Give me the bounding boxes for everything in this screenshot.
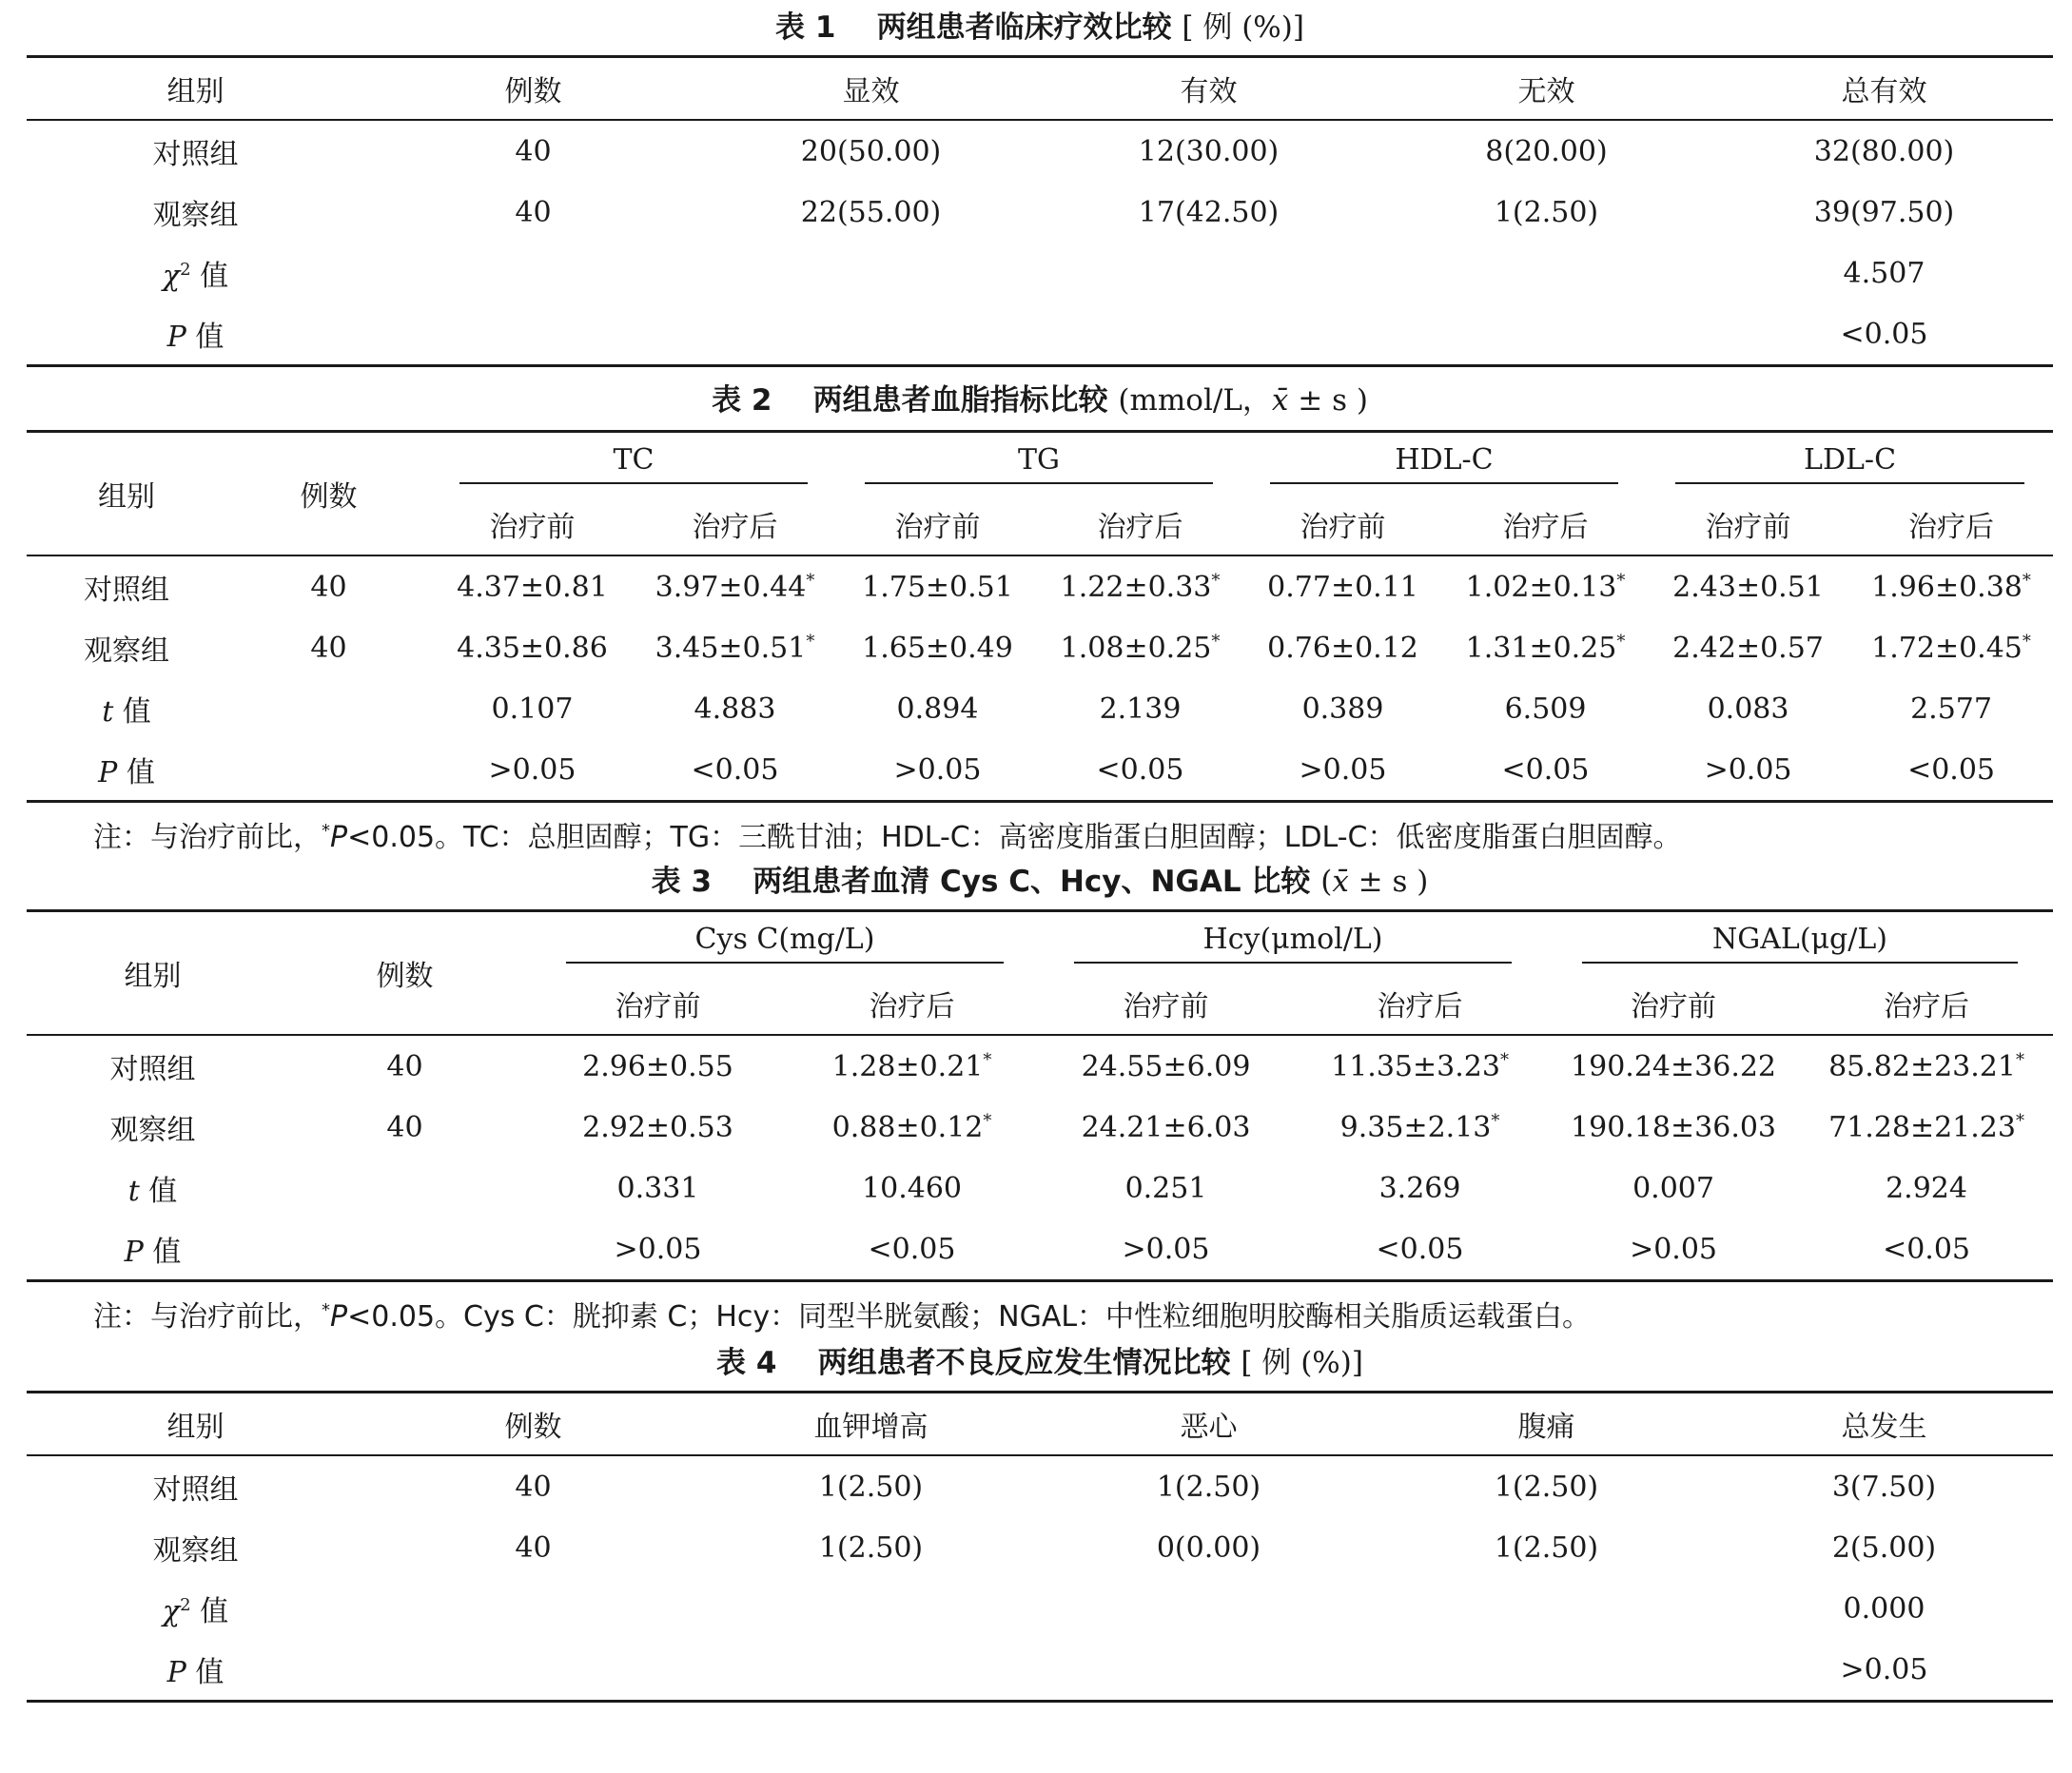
table3-stat-value: 0.331 <box>616 1171 699 1205</box>
significance-star: * <box>1499 1049 1509 1070</box>
table2-cell <box>1444 617 1647 678</box>
cell-value: 2.92±0.53 <box>582 1110 733 1144</box>
table2-stat-value: 0.389 <box>1301 692 1384 726</box>
cell-value: 190.18±36.03 <box>1571 1110 1777 1144</box>
cell-value: 4.37±0.81 <box>457 570 608 604</box>
cell-value: 1.08±0.25 <box>1060 631 1212 665</box>
table1-title-text: 两组患者临床疗效比较 <box>876 10 1172 45</box>
table3-stat-value: >0.05 <box>1122 1232 1210 1266</box>
table4-cell: 1(2.50) <box>818 1470 924 1504</box>
table3 <box>27 909 2053 1282</box>
table1-header-0: 组别 <box>166 75 225 108</box>
table2-stat-label <box>27 739 226 802</box>
cell-value: 11.35±3.23 <box>1331 1049 1500 1083</box>
table2-row-n: 40 <box>310 631 347 665</box>
table2-cell <box>836 617 1039 678</box>
table2-stat-value: 0.894 <box>896 692 979 726</box>
table3-group-header <box>1039 911 1547 974</box>
table1-header-4: 无效 <box>1517 75 1575 108</box>
table4 <box>27 1391 2053 1703</box>
table2-row-n: 40 <box>310 570 347 604</box>
stat-row <box>27 303 2053 366</box>
table1-cell: 观察组 <box>152 199 239 232</box>
table2-group-label: HDL-C <box>1270 443 1618 484</box>
table-row <box>27 182 2053 243</box>
table1-cell: 22(55.00) <box>800 195 942 229</box>
table2 <box>27 430 2053 803</box>
table4-cell: 40 <box>515 1470 552 1504</box>
table2-sub-header: 治疗后 <box>1097 511 1183 544</box>
table3-group-header <box>531 911 1039 974</box>
table2-title-unit: (mmol/L，x̄ ± s ) <box>1118 383 1368 418</box>
table1-stat-label <box>27 243 364 303</box>
table3-stat-value: 3.269 <box>1378 1171 1461 1205</box>
table1-header-2: 显效 <box>842 75 900 108</box>
table4-cell: 1(2.50) <box>1494 1530 1599 1565</box>
significance-star: * <box>1211 570 1221 591</box>
table2-row-name: 对照组 <box>84 574 169 607</box>
table3-sub-header: 治疗前 <box>1631 990 1717 1023</box>
stat-symbol: P <box>124 1236 144 1269</box>
table3-cell <box>1039 1097 1293 1158</box>
table1-cell: 8(20.00) <box>1485 134 1608 168</box>
cell-value: 2.43±0.51 <box>1672 570 1824 604</box>
table2-stat-value: <0.05 <box>691 752 779 787</box>
table3-cell <box>1800 1097 2053 1158</box>
empty-cell <box>279 1218 531 1281</box>
table3-group-label: Cys C(mg/L) <box>566 923 1003 964</box>
significance-star: * <box>806 631 815 652</box>
table2-stat-label <box>27 678 226 739</box>
stat-row <box>27 678 2053 739</box>
table3-stat-label <box>27 1158 279 1218</box>
stat-symbol: χ <box>162 260 181 293</box>
table2-stat-value: >0.05 <box>488 752 577 787</box>
table2-group-header <box>1241 432 1647 495</box>
empty-cell <box>364 1639 702 1702</box>
table2-stat-value: >0.05 <box>1299 752 1387 787</box>
cell-value: 24.55±6.09 <box>1081 1049 1251 1083</box>
stat-symbol: P <box>166 1656 186 1689</box>
cell-value: 1.28±0.21 <box>831 1049 984 1083</box>
table2-title <box>27 367 2053 430</box>
table2-cell <box>1444 555 1647 617</box>
table3-note: 注：与治疗前比，*P<0.05。Cys C：胱抑素 C；Hcy：同型半胱氨酸；NGAL：中性粒细胞明胶酶相关脂质运载蛋白。 <box>93 1300 1592 1334</box>
table1-stat-value: <0.05 <box>1840 317 1928 351</box>
stat-row <box>27 739 2053 802</box>
stat-suffix: 值 <box>190 1595 229 1628</box>
empty-cell <box>1378 303 1715 366</box>
table3-row-n: 40 <box>386 1049 423 1083</box>
empty-cell <box>364 243 702 303</box>
table2-stat-value: >0.05 <box>1704 752 1792 787</box>
table-row <box>27 1517 2053 1578</box>
stat-symbol: P <box>166 321 186 354</box>
stat-sup: 2 <box>180 1595 191 1615</box>
table4-cell: 2(5.00) <box>1831 1530 1937 1565</box>
significance-star: * <box>1491 1110 1500 1131</box>
table4-title-num: 表 4 <box>716 1346 777 1380</box>
stat-symbol: P <box>98 756 118 789</box>
table3-sub-header: 治疗前 <box>615 990 701 1023</box>
table1-cell: 39(97.50) <box>1813 195 1955 229</box>
table1-cell: 17(42.50) <box>1138 195 1280 229</box>
table4-cell: 1(2.50) <box>1494 1470 1599 1504</box>
table1-cell: 20(50.00) <box>800 134 942 168</box>
table3-stat-value: <0.05 <box>1883 1232 1970 1266</box>
table3-group-header <box>1547 911 2053 974</box>
stat-suffix: 值 <box>139 1175 178 1208</box>
empty-cell <box>1040 243 1378 303</box>
stat-suffix: 值 <box>143 1236 182 1269</box>
table2-stat-value: 0.107 <box>491 692 574 726</box>
stat-suffix: 值 <box>186 1656 225 1689</box>
table4-title <box>27 1339 2053 1391</box>
table3-sub-header: 治疗前 <box>1123 990 1209 1023</box>
table3-sub-header: 治疗后 <box>869 990 955 1023</box>
empty-cell <box>702 1639 1040 1702</box>
table1-title-num: 表 1 <box>775 10 836 45</box>
table3-stat-value: 0.007 <box>1632 1171 1714 1205</box>
table3-cell <box>785 1097 1039 1158</box>
table2-group-label: TG <box>865 443 1213 484</box>
table2-sub-header: 治疗后 <box>692 511 778 544</box>
table2-title-num: 表 2 <box>712 383 772 418</box>
table2-group-header <box>836 432 1241 495</box>
stat-row <box>27 1578 2053 1639</box>
table4-stat-value: 0.000 <box>1843 1591 1925 1626</box>
table2-cell <box>1241 555 1444 617</box>
cell-value: 1.65±0.49 <box>862 631 1013 665</box>
table1-header-1: 例数 <box>504 75 562 108</box>
significance-star: * <box>2015 1110 2024 1131</box>
table2-cell <box>1241 617 1444 678</box>
significance-star: * <box>983 1049 992 1070</box>
empty-cell <box>279 1158 531 1218</box>
stat-row <box>27 1639 2053 1702</box>
table3-sub-header: 治疗后 <box>1884 990 1970 1023</box>
cell-value: 24.21±6.03 <box>1081 1110 1251 1144</box>
table2-stat-value: 6.509 <box>1504 692 1587 726</box>
table3-stat-value: 2.924 <box>1886 1171 1967 1205</box>
table2-group-header <box>1647 432 2053 495</box>
cell-value: 1.31±0.25 <box>1465 631 1617 665</box>
table4-cell: 0(0.00) <box>1156 1530 1261 1565</box>
significance-star: * <box>2015 1049 2024 1070</box>
table4-header-0: 组别 <box>166 1411 225 1444</box>
table3-cell <box>1547 1035 1800 1097</box>
table3-header-group: 组别 <box>124 960 182 993</box>
table4-cell: 观察组 <box>152 1534 239 1568</box>
significance-star: * <box>806 570 815 591</box>
table3-cell <box>785 1035 1039 1097</box>
table1-cell: 1(2.50) <box>1494 195 1599 229</box>
empty-cell <box>1378 1578 1715 1639</box>
table2-cell <box>1849 555 2053 617</box>
table4-stat-label <box>27 1578 364 1639</box>
table4-cell: 1(2.50) <box>1156 1470 1261 1504</box>
table3-cell <box>1293 1035 1547 1097</box>
empty-cell <box>702 1578 1040 1639</box>
cell-value: 85.82±23.21 <box>1828 1049 2016 1083</box>
table2-header-n: 例数 <box>300 480 358 514</box>
table3-cell <box>1293 1097 1547 1158</box>
table2-stat-value: <0.05 <box>1501 752 1590 787</box>
stat-row <box>27 243 2053 303</box>
table2-sub-header: 治疗前 <box>489 511 576 544</box>
stat-sup: 2 <box>180 260 191 280</box>
stat-symbol: t <box>127 1175 140 1208</box>
table1-stat-value: 4.507 <box>1843 256 1925 290</box>
cell-value: 9.35±2.13 <box>1339 1110 1492 1144</box>
table3-sub-header: 治疗后 <box>1377 990 1463 1023</box>
table4-header-1: 例数 <box>504 1411 562 1444</box>
empty-cell <box>702 303 1040 366</box>
stat-suffix: 值 <box>190 260 229 293</box>
table4-cell: 1(2.50) <box>818 1530 924 1565</box>
stat-row <box>27 1218 2053 1281</box>
table2-cell <box>1039 617 1241 678</box>
cell-value: 1.96±0.38 <box>1871 570 2023 604</box>
empty-cell <box>1040 1578 1378 1639</box>
empty-cell <box>702 243 1040 303</box>
stat-suffix: 值 <box>113 695 151 729</box>
table2-cell <box>634 555 836 617</box>
table2-group-label: TC <box>459 443 808 484</box>
table3-title-text: 两组患者血清 Cys C、Hcy、NGAL 比较 <box>753 865 1311 899</box>
cell-value: 2.96±0.55 <box>582 1049 733 1083</box>
empty-cell <box>1378 243 1715 303</box>
cell-value: 1.75±0.51 <box>862 570 1013 604</box>
table4-stat-label <box>27 1639 364 1702</box>
table2-cell <box>431 617 634 678</box>
empty-cell <box>1040 1639 1378 1702</box>
table2-stat-value: <0.05 <box>1907 752 1995 787</box>
table4-header-4: 腹痛 <box>1517 1411 1575 1444</box>
cell-value: 2.42±0.57 <box>1672 631 1824 665</box>
table-row <box>27 1455 2053 1517</box>
table3-row-name: 观察组 <box>109 1114 196 1147</box>
empty-cell <box>1378 1639 1715 1702</box>
table3-cell <box>1547 1097 1800 1158</box>
table2-sub-header: 治疗后 <box>1502 511 1589 544</box>
stat-suffix: 值 <box>117 756 155 789</box>
table1-title-unit: [ 例 (%)] <box>1182 10 1304 45</box>
empty-cell <box>226 739 431 802</box>
cell-value: 1.02±0.13 <box>1465 570 1617 604</box>
table2-cell <box>1849 617 2053 678</box>
significance-star: * <box>1616 631 1626 652</box>
table3-stat-value: <0.05 <box>1376 1232 1464 1266</box>
table1-stat-label <box>27 303 364 366</box>
empty-cell <box>1040 303 1378 366</box>
cell-value: 3.97±0.44 <box>655 570 807 604</box>
table2-cell <box>634 617 836 678</box>
table1-header-3: 有效 <box>1180 75 1238 108</box>
table2-group-header <box>431 432 836 495</box>
empty-cell <box>364 303 702 366</box>
stat-row <box>27 1158 2053 1218</box>
table2-stat-value: 2.139 <box>1099 692 1182 726</box>
stat-suffix: 值 <box>186 321 225 354</box>
table2-sub-header: 治疗前 <box>1300 511 1386 544</box>
significance-star: * <box>2022 631 2031 652</box>
table3-title-num: 表 3 <box>651 865 713 899</box>
significance-star: * <box>2022 570 2031 591</box>
cell-value: 190.24±36.22 <box>1571 1049 1777 1083</box>
table3-title <box>27 860 2053 909</box>
table3-stat-value: 10.460 <box>862 1171 962 1205</box>
table3-cell <box>1800 1035 2053 1097</box>
table-row <box>27 555 2053 617</box>
cell-value: 0.77±0.11 <box>1267 570 1418 604</box>
table2-stat-value: 2.577 <box>1910 692 1992 726</box>
cell-value: 71.28±21.23 <box>1828 1110 2016 1144</box>
cell-value: 0.76±0.12 <box>1267 631 1418 665</box>
table2-cell <box>1039 555 1241 617</box>
table1-cell: 32(80.00) <box>1813 134 1955 168</box>
table2-sub-header: 治疗前 <box>894 511 981 544</box>
table4-stat-value: >0.05 <box>1840 1652 1928 1686</box>
table3-cell <box>531 1035 785 1097</box>
table2-cell <box>1647 617 1849 678</box>
table3-stat-value: 0.251 <box>1124 1171 1207 1205</box>
table3-group-label: NGAL(μg/L) <box>1582 923 2018 964</box>
cell-value: 3.45±0.51 <box>655 631 807 665</box>
table4-header-5: 总发生 <box>1841 1411 1927 1444</box>
table1-cell: 40 <box>515 195 552 229</box>
table3-stat-value: <0.05 <box>868 1232 956 1266</box>
table-row <box>27 617 2053 678</box>
table2-stat-value: >0.05 <box>893 752 982 787</box>
significance-star: * <box>1211 631 1221 652</box>
table3-header-n: 例数 <box>376 960 434 993</box>
table2-cell <box>836 555 1039 617</box>
table4-cell: 对照组 <box>152 1473 239 1507</box>
empty-cell <box>226 678 431 739</box>
table2-group-label: LDL-C <box>1675 443 2024 484</box>
table3-row-n: 40 <box>386 1110 423 1144</box>
table1 <box>27 55 2053 367</box>
table3-stat-label <box>27 1218 279 1281</box>
table1-cell: 12(30.00) <box>1138 134 1280 168</box>
table3-stat-value: >0.05 <box>1630 1232 1717 1266</box>
table-row <box>27 120 2053 182</box>
table4-header-3: 恶心 <box>1180 1411 1238 1444</box>
stat-symbol: χ <box>162 1595 181 1628</box>
table1-header-5: 总有效 <box>1841 75 1927 108</box>
table4-cell: 40 <box>515 1530 552 1565</box>
table2-stat-value: 0.083 <box>1707 692 1789 726</box>
cell-value: 0.88±0.12 <box>831 1110 984 1144</box>
table2-stat-value: 4.883 <box>694 692 776 726</box>
table-row <box>27 1035 2053 1097</box>
table1-cell: 对照组 <box>152 138 239 171</box>
cell-value: 1.22±0.33 <box>1060 570 1212 604</box>
table3-cell <box>531 1097 785 1158</box>
table2-note: 注：与治疗前比，*P<0.05。TC：总胆固醇；TG：三酰甘油；HDL-C：高密度脂蛋白胆固醇；LDL-C：低密度脂蛋白胆固醇。 <box>93 821 1682 854</box>
table4-header-2: 血钾增高 <box>813 1411 928 1444</box>
table-row <box>27 1097 2053 1158</box>
table3-group-label: Hcy(μmol/L) <box>1074 923 1511 964</box>
table2-title-text: 两组患者血脂指标比较 <box>812 383 1108 418</box>
significance-star: * <box>983 1110 992 1131</box>
table3-title-unit: (x̄ ± s ) <box>1320 865 1429 899</box>
table2-sub-header: 治疗后 <box>1908 511 1995 544</box>
table3-stat-value: >0.05 <box>614 1232 702 1266</box>
table2-cell <box>1647 555 1849 617</box>
table1-cell: 40 <box>515 134 552 168</box>
cell-value: 4.35±0.86 <box>457 631 608 665</box>
table2-row-name: 观察组 <box>84 634 169 668</box>
table4-title-text: 两组患者不良反应发生情况比较 <box>817 1346 1231 1380</box>
table2-cell <box>431 555 634 617</box>
table4-title-unit: [ 例 (%)] <box>1241 1346 1363 1380</box>
table1-title <box>27 0 2053 55</box>
table3-row-name: 对照组 <box>109 1053 196 1086</box>
cell-value: 1.72±0.45 <box>1871 631 2023 665</box>
empty-cell <box>364 1578 702 1639</box>
stat-symbol: t <box>102 695 114 729</box>
table2-header-group: 组别 <box>98 480 155 514</box>
table2-sub-header: 治疗前 <box>1705 511 1791 544</box>
table2-stat-value: <0.05 <box>1096 752 1184 787</box>
paper-page <box>27 0 2053 1703</box>
table3-cell <box>1039 1035 1293 1097</box>
significance-star: * <box>1616 570 1626 591</box>
table4-cell: 3(7.50) <box>1831 1470 1937 1504</box>
